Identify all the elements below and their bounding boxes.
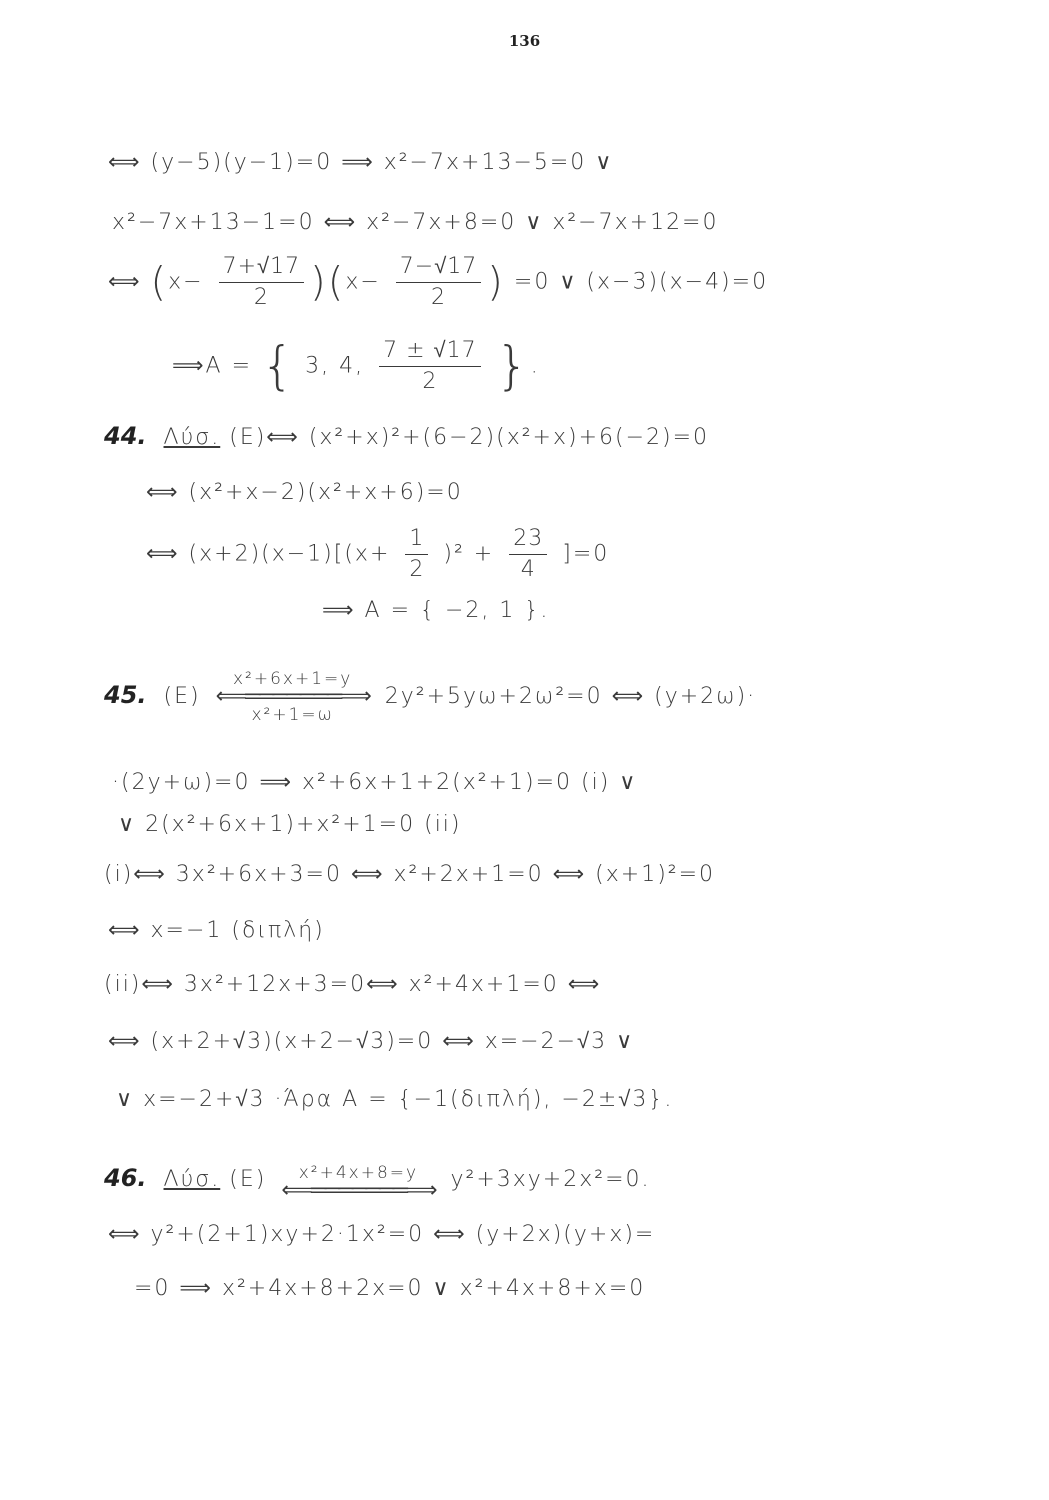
problem-46-line-1: 46. Λύσ. (E) x²+4x+8=y ⟸═══════⟹ y²+3xy+2x²=0. (104, 1163, 651, 1203)
problem-45-line-3: ∨ 2(x²+6x+1)+x²+1=0 (ii) (118, 812, 462, 837)
fraction: $\frac{7+√17}{2}$ (219, 252, 305, 313)
substitution-arrow: x²+6x+1=y ⟸═══════⟹ x²+1=ω (215, 669, 370, 725)
solution-set-line: ⟹A = { 3, 4, $\frac{7 \pm √17}{2}$ }. (172, 336, 540, 397)
problem-number: 46. (104, 1164, 147, 1192)
problem-45-line-1: 45. (E) x²+6x+1=y ⟸═══════⟹ x²+1=ω 2y²+5yω+2ω²=0 ⟺ (y+2ω)· (104, 669, 757, 725)
fraction: $\frac{7 \pm √17}{2}$ (379, 336, 481, 397)
equation-line-3: ⟺ (x− $\frac{7+√17}{2}$ )(x− $\frac{7-√17}{2}$ ) =0 ∨ (x−3)(x−4)=0 (108, 252, 768, 313)
iff-arrow: ⟺ (108, 269, 142, 295)
problem-44-line-3: ⟺ (x+2)(x−1)[(x+ $\frac{1}{2}$ )² + $\frac{23}{4}$ ]=0 (146, 524, 609, 585)
problem-45-line-6: (ii)⟺ 3x²+12x+3=0⟺ x²+4x+1=0 ⟺ (104, 972, 602, 997)
substitution-arrow: x²+4x+8=y ⟸═══════⟹ (281, 1163, 436, 1203)
problem-number: 45. (104, 681, 147, 709)
problem-number: 44. (104, 422, 147, 450)
fraction: $\frac{7-√17}{2}$ (396, 252, 482, 313)
solution-label: Λύσ. (163, 425, 221, 450)
problem-45-line-5: ⟺ x=−1 (διπλή) (108, 918, 325, 943)
equation-line-2: x²−7x+13−1=0 ⟺ x²−7x+8=0 ∨ x²−7x+12=0 (112, 210, 719, 235)
problem-44-line-1: 44. Λύσ. (E)⟺ (x²+x)²+(6−2)(x²+x)+6(−2)=0 (104, 422, 710, 450)
solution-label: Λύσ. (163, 1167, 221, 1192)
problem-45-line-7: ⟺ (x+2+√3)(x+2−√3)=0 ⟺ x=−2−√3 ∨ (108, 1029, 635, 1054)
page-number: 136 (508, 32, 541, 50)
equation-line-1: ⟺ (y−5)(y−1)=0 ⟹ x²−7x+13−5=0 ∨ (108, 150, 614, 175)
fraction: $\frac{23}{4}$ (509, 524, 547, 585)
problem-44-line-2: ⟺ (x²+x−2)(x²+x+6)=0 (146, 480, 463, 505)
problem-45-line-8: ∨ x=−2+√3 ·Άρα A = {−1(διπλή), −2±√3}. (116, 1087, 674, 1112)
fraction: $\frac{1}{2}$ (405, 524, 428, 585)
problem-46-line-2: ⟺ y²+(2+1)xy+2·1x²=0 ⟺ (y+2x)(y+x)= (108, 1222, 656, 1247)
problem-44-result: ⟹ A = { −2, 1 }. (322, 598, 550, 623)
problem-45-line-4: (i)⟺ 3x²+6x+3=0 ⟺ x²+2x+1=0 ⟺ (x+1)²=0 (104, 862, 716, 887)
problem-46-line-3: =0 ⟹ x²+4x+8+2x=0 ∨ x²+4x+8+x=0 (134, 1276, 646, 1301)
problem-45-line-2: ·(2y+ω)=0 ⟹ x²+6x+1+2(x²+1)=0 (i) ∨ (112, 770, 638, 795)
